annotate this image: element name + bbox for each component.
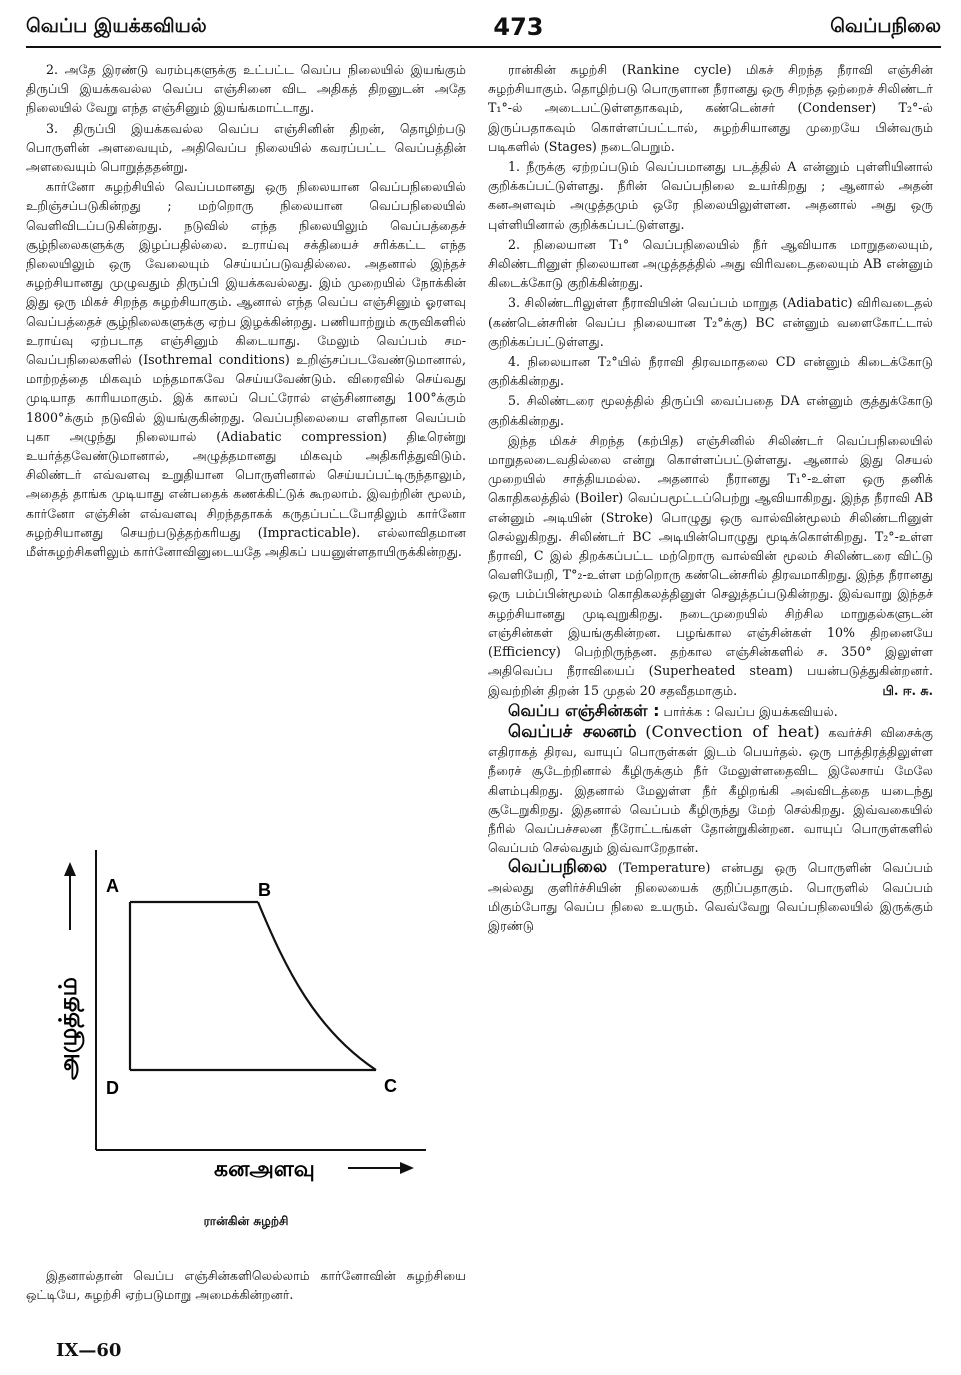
entry-heat-engines bbox=[488, 701, 933, 721]
entry-term: வெப்பச் சலனம் bbox=[508, 721, 637, 742]
paragraph: இதனால்தான் வெப்ப எஞ்சின்களிலெல்லாம் கார்னோவின் சுழற்சியை ஒட்டியே, சுழற்சி ஏற்படுமாறு அமைக்கின்றனர். bbox=[26, 1268, 466, 1303]
entry-convection bbox=[488, 722, 933, 857]
left-column bbox=[26, 60, 466, 562]
ideal-engine-text: இந்த மிகச் சிறந்த (கற்பித) எஞ்சினில் சிலிண்டர் வெப்பநிலையில் மாறுதலடைவதில்லை என்று கொள்ளப்பட்டுள்ளது. ஆனால் இது செயல் முறையில் சாத்தியமல்ல. அதனால் நீரானது T₁°-உள்ள ஒரு தனிக் கொதிகலத்தில் (Boiler) வெப்பமூட்டப்பெற்று ஆவியாகிறது. இந்த நீராவி AB என்னும் அடியின் (Stroke) பொழுது ஒரு வால்வின்மூலம் சிலிண்டரினுள் செல்லுகிறது. சிலிண்டர் BC அடியின்பொழுது மூடிக்கொள்கிறது. T₂°-உள்ள நீராவி, C இல் திறக்கப்பட்ட மற்றொரு வால்வின் மூலம் சிலிண்டரை விட்டு வெளியேறி, T°₂-உள்ள மற்றொரு கண்டென்சரில் திரவமாகிறது. இந்த நீரானது ஒரு பம்ப்பின்மூலம் கொதிகலத்தினுள் செலுத்தப்படுகின்றது. இவ்வாறு இந்தச் சுழற்சியானது முடிவுறுகிறது. நடைமுறையில் சிற்சில மாறுதல்களுடன் எஞ்சின்கள் இயங்குகின்றன. பழங்கால எஞ்சின்கள் 10% திறனையே (Efficiency) பெற்றிருந்தன. தற்கால எஞ்சின்களில் ச. 350° இலுள்ள அதிவெப்ப நீராவியைப் (Superheated steam) பயன்படுத்துகின்றனர். இவற்றின் திறன் 15 முதல் 20 சதவீதமாகும். bbox=[488, 432, 933, 698]
entry-term: வெப்ப எஞ்சின்கள் : bbox=[508, 700, 660, 720]
point-label-c: C bbox=[384, 1076, 397, 1096]
entry-text: (Temperature) என்பது ஒரு பொருளின் வெப்பம் அல்லது குளிர்ச்சியின் நிலையைக் குறிப்பதாகும். பொருளில் வெப்பம் மிகும்போது வெப்ப நிலை உயரும். வெவ்வேறு வெப்பநிலையில் இருக்கும் இரண்டு bbox=[488, 860, 933, 933]
entry-text: கவர்ச்சி விசைக்கு எதிராகத் திரவ, வாயுப் பொருள்கள் இடம் பெயர்தல். ஒரு பாத்திரத்திலுள்ள நீரைச் சூடேற்றினால் கீழிருக்கும் நீர் மேலுள்ளதைவிட இலேசாய் மேலே கிளம்புகிறது. இதனால் மேலுள்ள நீர் கீழிறங்கி அவ்விடத்தை யடைந்து சூடேறுகிறது. இதனால் வெப்பம் கீழிருந்து மேற் செல்கிறது. இவ்வகையில் நீரில் வெப்பச்சலன நீரோட்டங்கள் தோன்றுகின்றன. வாயுப் பொருள்களில் வெப்பம் செல்வதும் இவ்வாறேதான். bbox=[488, 724, 933, 856]
figure-caption: ரான்கின் சுழற்சி bbox=[203, 1214, 289, 1228]
right-column bbox=[488, 60, 933, 936]
entry-temperature bbox=[488, 858, 933, 935]
point-label-a: A bbox=[106, 876, 119, 896]
page-header bbox=[26, 8, 941, 48]
step-3: 3. சிலிண்டரிலுள்ள நீராவியின் வெப்பம் மாறுத (Adiabatic) விரிவடைதல் (கண்டென்சரின் வெப்ப நிலையான T₂°க்கு) BC என்னும் வளைகோட்டால் குறிக்கப்பட்டுள்ளது. bbox=[488, 295, 933, 349]
paragraph: கார்னோ சுழற்சியில் வெப்பமானது ஒரு நிலையான வெப்பநிலையில் உறிஞ்சப்படுகின்றது ; மற்றொரு நிலையான வெப்பநிலையில் வெளிவிடப்படுகின்றது. நடுவில் எந்த நிலையிலும் வெப்பத்தைச் சூழ்நிலைகளுக்கு இழப்பதில்லை. உராய்வு சக்தியைச் சரிக்கட்ட எந்த நிலையிலும் ஒரு வேலையும் செய்யப்படுவதில்லை. அதனால் இந்தச் சுழற்சியானது முழுவதும் திருப்பி இயக்கவல்லது. இம் முறையில் நோக்கின் இது ஒரு மிகச் சிறந்த சுழற்சியாகும். ஆனால் எந்த வெப்ப எஞ்சினும் ஓரளவு வெப்பத்தைச் சூழ்நிலைகளுக்கு ஏற்ப இழக்கின்றது. பணியாற்றும் கருவிகளில் உராய்வு ஏற்படாத எஞ்சினும் கிடையாது. மேலும் வெப்பம் சம-வெப்பநிலைகளில் (Isothremal conditions) உறிஞ்சப்படவேண்டுமானால், மாற்றத்தை மிகவும் மந்தமாகவே செய்யவேண்டும். விரைவில் செய்வது முடியாத காரியமாகும். இக் காலப் பெட்ரோல் எஞ்சினானது 100°க்கும் 1800°க்கும் நடுவில் இயங்குகின்றது. வெப்பநிலையை எளிதான வெப்பம் புகா அழுந்து நிலையால் (Adiabatic compression) திடீரென்று உயர்த்தவேண்டுமானால், அழுத்தமானது மிகவும் அதிகரித்துவிடும். சிலிண்டர் எவ்வளவு உறுதியான பொருளினால் செய்யப்பட்டிருந்தாலும், அதைத் தாங்க முடியாது என்பதைக் கணக்கிட்டுக் கூறலாம். இவற்றின் மூலம், கார்னோ எஞ்சின் எவ்வளவு சிறந்ததாகக் கருதப்பட்டபோதிலும் கார்னோ சுழற்சியானது செயற்படுத்தற்கரியது (Impracticable). எல்லாவிதமான மீள்சுழற்சிகளிலும் கார்னோவினுடையதே அதிகப் பயனுள்ளதாயிருக்கின்றது. bbox=[26, 179, 466, 560]
bottom-left-paragraph bbox=[26, 1266, 466, 1304]
x-axis-label: கனஅளவு bbox=[214, 1157, 315, 1182]
step-1: 1. நீருக்கு ஏற்றப்படும் வெப்பமானது படத்தில் A என்னும் புள்ளியினால் குறிக்கப்பட்டுள்ளது. நீரின் வெப்பநிலை உயர்கிறது ; ஆனால் அதன் கனஅளவும் அழுத்தமும் ஒரே நிலையிலுள்ளன. அதனால் அது ஒரு புள்ளியினால் குறிக்கப்பட்டுள்ளது. bbox=[488, 159, 933, 232]
entry-term: வெப்பநிலை bbox=[508, 857, 608, 878]
y-arrow-head bbox=[64, 862, 76, 876]
entry-english-term: (Convection of heat) bbox=[645, 721, 820, 741]
paragraph: 2. அதே இரண்டு வரம்புகளுக்கு உட்பட்ட வெப்ப நிலையில் இயங்கும் திருப்பி இயக்கவல்ல வெப்ப எஞ்சினை விட அதிகத் திறனுடன் அதே நிலையில் வேறு எந்த எஞ்சினும் இயங்கமாட்டாது. bbox=[26, 62, 466, 116]
point-label-b: B bbox=[258, 880, 271, 900]
author-signature: பி. ஈ. சு. bbox=[882, 682, 933, 698]
header-section-title: வெப்ப இயக்கவியல் bbox=[26, 14, 207, 37]
entry-text: பார்க்க : வெப்ப இயக்கவியல். bbox=[663, 703, 838, 719]
paragraph: 3. திருப்பி இயக்கவல்ல வெப்ப எஞ்சினின் திறன், தொழிற்படு பொருளின் அளவையும், அதிவெப்ப நிலையில் கவரப்பட்ட வெப்பத்தின் அளவையும் பொறுத்ததன்று. bbox=[26, 120, 466, 175]
ideal-engine-paragraph bbox=[488, 431, 933, 700]
point-label-d: D bbox=[106, 1078, 119, 1098]
step-5: 5. சிலிண்டரை மூலத்தில் திருப்பி வைப்பதை DA என்னும் குத்துக்கோடு குறிக்கின்றது. bbox=[488, 393, 933, 428]
rankine-cycle-figure bbox=[26, 830, 466, 1240]
header-entry-title: வெப்பநிலை bbox=[830, 14, 941, 37]
page-code: IX—60 bbox=[56, 1340, 122, 1361]
pv-diagram bbox=[26, 830, 466, 1230]
y-axis-label: அழுத்தம் bbox=[54, 977, 82, 1080]
curve-bc bbox=[258, 902, 376, 1070]
page-number: 473 bbox=[493, 13, 544, 41]
step-4: 4. நிலையான T₂°யில் நீராவி திரவமாதலை CD என்னும் கிடைக்கோடு குறிக்கின்றது. bbox=[488, 354, 933, 389]
rankine-intro: ரான்கின் சுழற்சி (Rankine cycle) மிகச் சிறந்த நீராவி எஞ்சின் சுழற்சியாகும். தொழிற்படு பொருளான நீரானது ஒரு சிறந்த ஒற்றைச் சிலிண்டர் T₁°-ல் அடைபட்டுள்ளதாகவும், கண்டென்சர் (Condenser) T₂°-ல் இருப்பதாகவும் கொள்ளப்பட்டால், சுழற்சியானது முறையே பின்வரும் படிகளில் (Stages) நடைபெறும். bbox=[488, 62, 933, 154]
step-2: 2. நிலையான T₁° வெப்பநிலையில் நீர் ஆவியாக மாறுதலையும், சிலிண்டரினுள் நிலையான அழுத்தத்தில் அது விரிவடைதலையும் AB என்னும் கிடைக்கோடு குறிக்கின்றது. bbox=[488, 236, 933, 291]
x-arrow-head bbox=[400, 1162, 414, 1174]
